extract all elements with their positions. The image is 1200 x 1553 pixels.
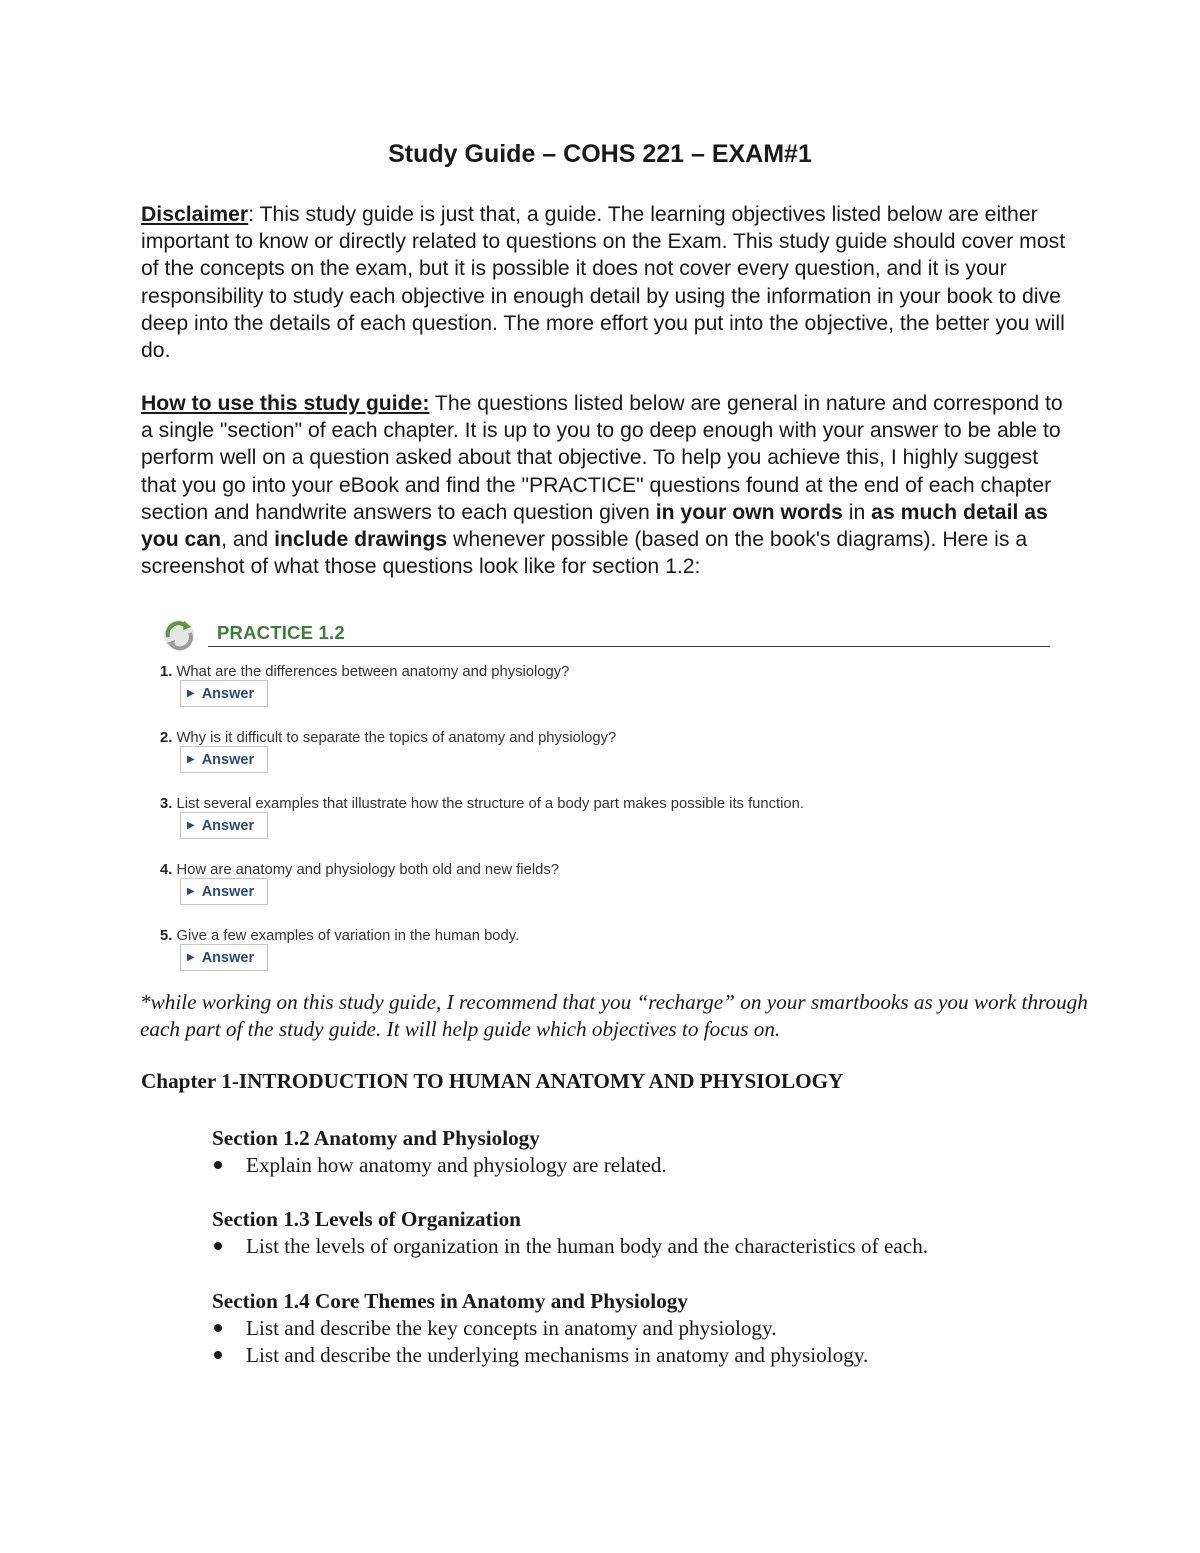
list-item-text: List and describe the underlying mechanisms in anatomy and physiology. — [246, 1343, 869, 1367]
practice-header — [160, 616, 1050, 650]
how-to-text: in — [842, 500, 872, 524]
emphasis-own-words: in your own words — [655, 500, 843, 524]
bullet-dot-icon — [212, 1342, 246, 1369]
practice-question — [160, 796, 1050, 856]
answer-label: Answer — [201, 751, 255, 768]
section-block — [212, 1288, 1072, 1369]
question-text: List several examples that illustrate how the structure of a body part makes possible its function. — [176, 796, 804, 812]
how-to-text: , and — [221, 528, 275, 552]
triangle-right-icon: ▶ — [187, 886, 195, 897]
list-item-text: List and describe the key concepts in anatomy and physiology. — [246, 1316, 777, 1340]
question-number: 1. — [160, 664, 173, 680]
list-item — [212, 1315, 1072, 1342]
emphasis-detail: as much detail as you can — [141, 500, 1048, 552]
answer-button[interactable] — [180, 878, 268, 905]
question-number: 2. — [160, 730, 173, 746]
list-item — [212, 1233, 1072, 1260]
triangle-right-icon: ▶ — [187, 952, 195, 963]
question-number: 3. — [160, 796, 173, 812]
answer-button[interactable] — [180, 812, 268, 839]
practice-question — [160, 664, 1050, 724]
disclaimer-text: : This study guide is just that, a guide. The learning objectives listed below are either important to know or directly related to questions on the Exam. This study guide should cover most of the concepts on the exam, but it is possible it does not cover every question, and it is your responsibility to study each objective in enough detail by using the information in your book to dive deep into the details of each question. The more effort you put into the objective, the better you will do. — [141, 203, 1066, 363]
how-to-text: whenever possible (based on the book's diagrams). Here is a screenshot of what those questions look like for section 1.2: — [141, 528, 1028, 579]
triangle-right-icon: ▶ — [187, 820, 195, 831]
page-title: Study Guide – COHS 221 – EXAM#1 — [388, 140, 812, 168]
bullet-dot-icon — [212, 1152, 246, 1179]
section-block — [212, 1206, 1072, 1260]
list-item — [212, 1152, 1072, 1179]
recharge-note: *while working on this study guide, I recommend that you “recharge” on your smartbooks as you work through each part of the study guide. It will help guide which objectives to focus on. — [140, 990, 1088, 1042]
question-number: 5. — [160, 928, 173, 944]
answer-label: Answer — [201, 685, 255, 702]
how-to-label: How to use this study guide: — [141, 392, 430, 415]
answer-button[interactable] — [180, 746, 268, 773]
disclaimer-paragraph — [141, 201, 1071, 364]
question-text: Why is it difficult to separate the topics of anatomy and physiology? — [176, 730, 617, 746]
emphasis-drawings: include drawings — [274, 528, 448, 552]
section-block — [212, 1125, 1072, 1179]
disclaimer-label: Disclaimer — [141, 203, 249, 226]
practice-title: PRACTICE 1.2 — [217, 622, 345, 643]
practice-divider — [208, 646, 1050, 647]
answer-button[interactable] — [180, 944, 268, 971]
practice-question — [160, 730, 1050, 790]
answer-label: Answer — [201, 949, 255, 966]
section-title: Section 1.3 Levels of Organization — [212, 1207, 521, 1231]
chapter-heading: Chapter 1-INTRODUCTION TO HUMAN ANATOMY AND PHYSIOLOGY — [141, 1069, 844, 1093]
question-number: 4. — [160, 862, 173, 878]
section-title: Section 1.4 Core Themes in Anatomy and Physiology — [212, 1289, 688, 1313]
question-text: How are anatomy and physiology both old and new fields? — [176, 862, 559, 878]
list-item — [212, 1342, 1072, 1369]
list-item-text: List the levels of organization in the human body and the characteristics of each. — [246, 1234, 929, 1258]
section-title: Section 1.2 Anatomy and Physiology — [212, 1126, 540, 1150]
bullet-dot-icon — [212, 1315, 246, 1342]
practice-screenshot — [160, 616, 1050, 986]
practice-question — [160, 862, 1050, 922]
how-to-text: The questions listed below are general in nature and correspond to a single "section" of each chapter. It is up to you to go deep enough with your answer to be able to perform well on a question asked about that objective. To help you achieve this, I highly suggest that you go into your eBook and find the "PRACTICE" questions found at the end of each chapter section and handwrite answers to each question given — [141, 392, 1063, 524]
list-item-text: Explain how anatomy and physiology are related. — [246, 1153, 667, 1177]
practice-question — [160, 928, 1050, 988]
triangle-right-icon: ▶ — [187, 754, 195, 765]
question-text: Give a few examples of variation in the human body. — [176, 928, 520, 944]
answer-label: Answer — [201, 817, 255, 834]
answer-button[interactable] — [180, 680, 268, 707]
question-text: What are the differences between anatomy and physiology? — [176, 664, 570, 680]
triangle-right-icon: ▶ — [187, 688, 195, 699]
bullet-dot-icon — [212, 1233, 246, 1260]
how-to-paragraph — [141, 390, 1071, 580]
recycle-arrows-icon — [160, 617, 198, 653]
answer-label: Answer — [201, 883, 255, 900]
